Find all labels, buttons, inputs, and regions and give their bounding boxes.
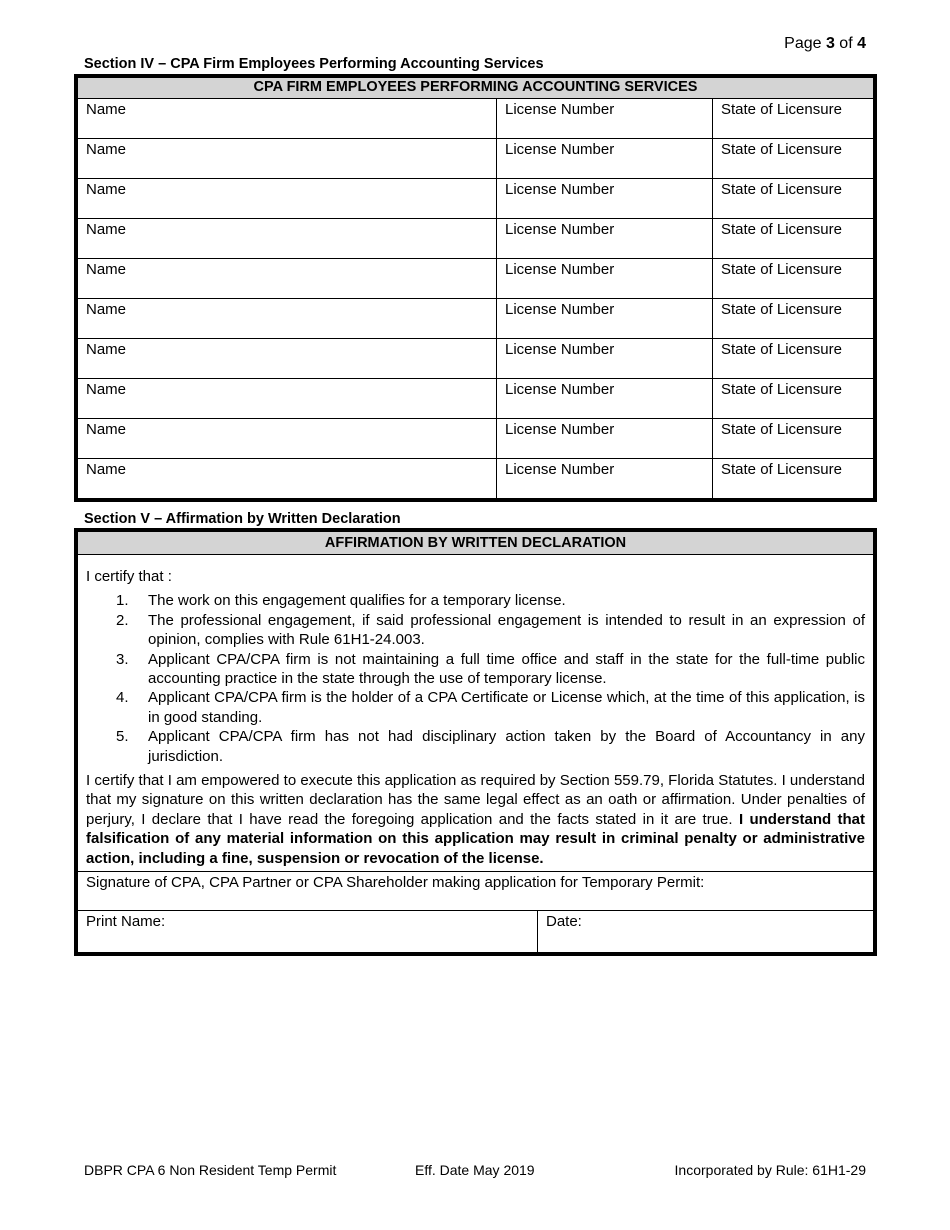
- state-of-licensure-cell[interactable]: State of Licensure: [713, 379, 876, 419]
- employee-row: [76, 299, 875, 339]
- name-cell[interactable]: Name: [76, 379, 497, 419]
- current-page: 3: [825, 35, 835, 52]
- affirmation-warning: I understand that falsification of any material information on this application may result in criminal penalty or administrative action, including a fine, suspension or revocation of the license.: [86, 810, 865, 867]
- name-cell[interactable]: Name: [76, 299, 497, 339]
- footer-form-id: DBPR CPA 6 Non Resident Temp Permit: [84, 1162, 337, 1178]
- certification-item: [86, 650, 865, 689]
- signature-label: Signature of CPA, CPA Partner or CPA Shareholder making application for Temporary Permit:: [86, 874, 705, 891]
- name-cell[interactable]: Name: [76, 339, 497, 379]
- certification-item: [86, 727, 865, 766]
- certify-intro: I certify that :: [86, 568, 172, 585]
- item-number: 4.: [116, 689, 129, 707]
- license-number-cell[interactable]: License Number: [497, 299, 713, 339]
- state-of-licensure-cell[interactable]: State of Licensure: [713, 299, 876, 339]
- date-field[interactable]: [538, 911, 873, 953]
- footer-eff-date: Eff. Date May 2019: [415, 1162, 535, 1178]
- page-number: Page 3 of 4: [784, 35, 866, 52]
- item-number: 1.: [116, 592, 129, 610]
- section-5-title: Section V – Affirmation by Written Declaration: [84, 511, 401, 527]
- employee-row: [76, 339, 875, 379]
- section-4-title: Section IV – CPA Firm Employees Performing Accounting Services: [84, 56, 544, 72]
- employee-row: [76, 139, 875, 179]
- date-label: Date:: [546, 913, 582, 930]
- item-text: Applicant CPA/CPA firm has not had disciplinary action taken by the Board of Accountancy in any jurisdiction.: [148, 728, 865, 765]
- license-number-cell[interactable]: License Number: [497, 259, 713, 299]
- name-cell[interactable]: Name: [76, 179, 497, 219]
- item-text: Applicant CPA/CPA firm is the holder of a CPA Certificate or License which, at the time of this application, is in good standing.: [148, 689, 865, 726]
- item-number: 2.: [116, 611, 129, 629]
- certification-item: [86, 688, 865, 727]
- license-number-cell[interactable]: License Number: [497, 339, 713, 379]
- item-text: The work on this engagement qualifies for a temporary license.: [148, 592, 566, 610]
- state-of-licensure-cell[interactable]: State of Licensure: [713, 219, 876, 259]
- total-pages: 4: [857, 35, 866, 52]
- state-of-licensure-cell[interactable]: State of Licensure: [713, 179, 876, 219]
- certification-item: [86, 611, 865, 650]
- state-of-licensure-cell[interactable]: State of Licensure: [713, 99, 876, 139]
- footer-rule: Incorporated by Rule: 61H1-29: [674, 1162, 866, 1178]
- affirmation-header: AFFIRMATION BY WRITTEN DECLARATION: [78, 532, 873, 555]
- license-number-cell[interactable]: License Number: [497, 99, 713, 139]
- affirmation-statement: I certify that I am empowered to execute this application as required by Section 559.79, Florida Statutes. I understand that my signature on this written declaration has the same legal effect as an oath or affirmation. Under penalties of perjury, I declare that I have read the foregoing application and the facts stated in it are true. I understand that falsification of any material information on this application may result in criminal penalty or administrative action, including a fine, suspension or revocation of the license.: [86, 772, 865, 867]
- print-name-label: Print Name:: [86, 913, 166, 930]
- employee-row: [76, 419, 875, 459]
- license-number-cell[interactable]: License Number: [497, 219, 713, 259]
- employee-row: [76, 219, 875, 259]
- certification-item: [86, 591, 865, 610]
- item-number: 5.: [116, 728, 129, 746]
- name-cell[interactable]: Name: [76, 459, 497, 501]
- license-number-cell[interactable]: License Number: [497, 459, 713, 501]
- state-of-licensure-cell[interactable]: State of Licensure: [713, 259, 876, 299]
- state-of-licensure-cell[interactable]: State of Licensure: [713, 459, 876, 501]
- license-number-cell[interactable]: License Number: [497, 379, 713, 419]
- license-number-cell[interactable]: License Number: [497, 419, 713, 459]
- signature-field[interactable]: [78, 871, 873, 910]
- item-text: The professional engagement, if said professional engagement is intended to result in an expression of opinion, complies with Rule 61H1-24.003.: [148, 611, 865, 649]
- name-cell[interactable]: Name: [76, 139, 497, 179]
- name-cell[interactable]: Name: [76, 419, 497, 459]
- name-cell[interactable]: Name: [76, 99, 497, 139]
- license-number-cell[interactable]: License Number: [497, 179, 713, 219]
- license-number-cell[interactable]: License Number: [497, 139, 713, 179]
- employee-row: [76, 99, 875, 139]
- employee-row: [76, 259, 875, 299]
- state-of-licensure-cell[interactable]: State of Licensure: [713, 139, 876, 179]
- employees-table-header: CPA FIRM EMPLOYEES PERFORMING ACCOUNTING SERVICES: [76, 76, 875, 99]
- state-of-licensure-cell[interactable]: State of Licensure: [713, 339, 876, 379]
- print-name-field[interactable]: [78, 911, 538, 953]
- employees-table: [74, 74, 877, 502]
- item-number: 3.: [116, 650, 129, 668]
- employee-row: [76, 379, 875, 419]
- employee-row: [76, 459, 875, 501]
- item-text: Applicant CPA/CPA firm is not maintaining a full time office and staff in the state for the full-time public accounting practice in the state through the use of temporary license.: [148, 650, 865, 688]
- name-cell[interactable]: Name: [76, 219, 497, 259]
- certification-list: [86, 591, 865, 766]
- employee-row: [76, 179, 875, 219]
- name-cell[interactable]: Name: [76, 259, 497, 299]
- state-of-licensure-cell[interactable]: State of Licensure: [713, 419, 876, 459]
- affirmation-box: [74, 528, 877, 956]
